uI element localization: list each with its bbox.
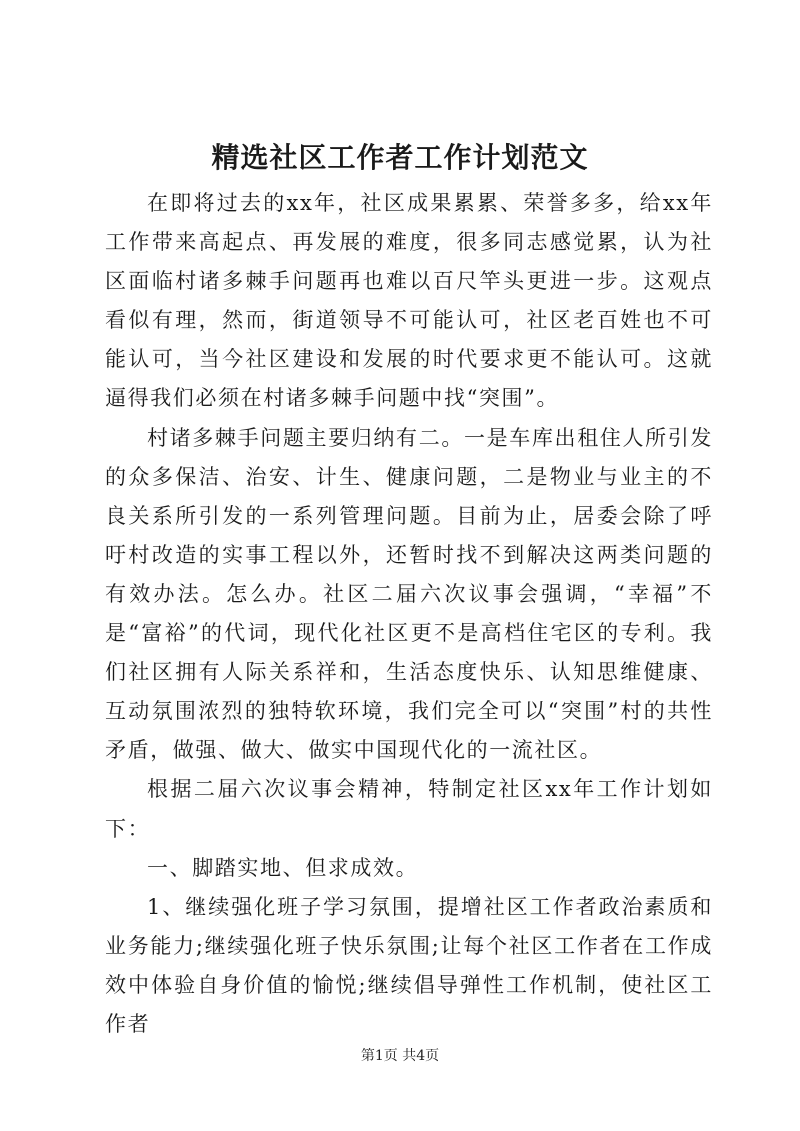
document-body <box>105 184 713 1044</box>
paragraph-item-1: 1、继续强化班子学习氛围，提增社区工作者政治素质和业务能力;继续强化班子快乐氛围;让每个社区工作者在工作成效中体验自身价值的愉悦;继续倡导弹性工作机制，使社区工作者 <box>105 894 713 1036</box>
paragraph-plan-intro: 根据二届六次议事会精神，特制定社区xx年工作计划如下： <box>105 777 713 841</box>
paragraph-intro: 在即将过去的xx年，社区成果累累、荣誉多多，给xx年工作带来高起点、再发展的难度，很多同志感觉累，认为社区面临村诸多棘手问题再也难以百尺竿头更进一步。这观点看似有理，然而，街道领导不可能认可，社区老百姓也不可能认可，当今社区建设和发展的时代要求更不能认可。这就逼得我们必须在村诸多棘手问题中找“突围”。 <box>105 191 713 411</box>
page-number-footer: 第1页 共4页 <box>360 1048 440 1064</box>
document-title: 精选社区工作者工作计划范文 <box>211 141 589 174</box>
paragraph-problems: 村诸多棘手问题主要归纳有二。一是车库出租住人所引发的众多保洁、治安、计生、健康问题，二是物业与业主的不良关系所引发的一系列管理问题。目前为止，居委会除了呼吁村改造的实事工程以外，还暂时找不到解决这两类问题的有效办法。怎么办。社区二届六次议事会强调，“幸福”不是“富裕”的代词，现代化社区更不是高档住宅区的专利。我们社区拥有人际关系祥和，生活态度快乐、认知思维健康、互动氛围浓烈的独特软环境，我们完全可以“突围”村的共性矛盾，做强、做大、做实中国现代化的一流社区。 <box>105 425 713 763</box>
section-heading-1: 一、脚踏实地、但求成效。 <box>147 855 419 880</box>
